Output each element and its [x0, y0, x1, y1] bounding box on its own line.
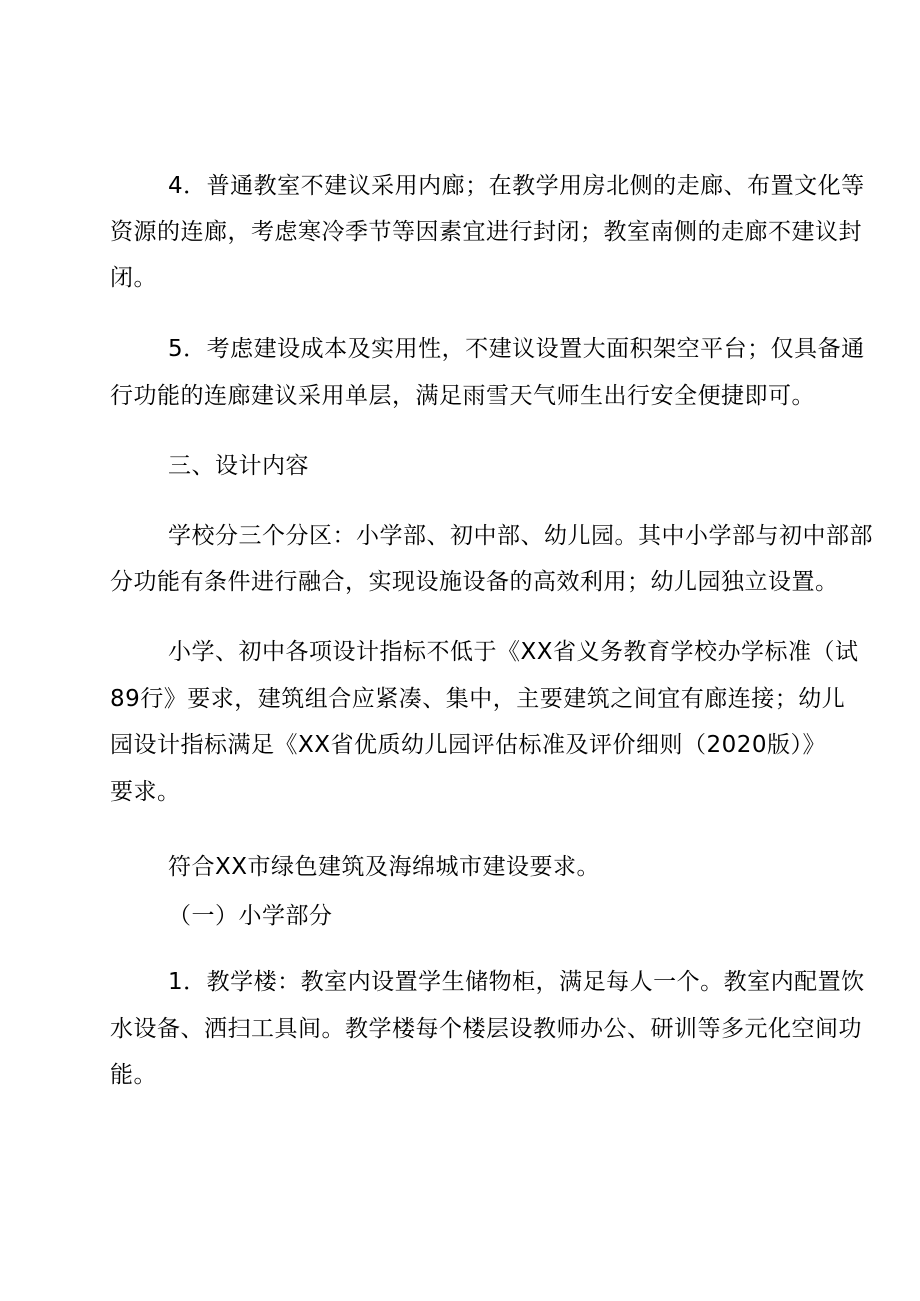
standards-line-4: 要求。: [110, 779, 181, 805]
green-building-line: 符合XX市绿色建筑及海绵城市建设要求。: [168, 854, 601, 880]
zones-line-2: 分功能有条件进行融合，实现设施设备的高效利用；幼儿园独立设置。: [110, 569, 839, 595]
standards-line-1: 小学、初中各项设计指标不低于《XX省义务教育学校办学标准（试: [168, 639, 859, 665]
standards-line-3: 园设计指标满足《XX省优质幼儿园评估标准及评价细则（2020版）》: [110, 732, 827, 758]
item-4-line-1: 4．普通教室不建议采用内廊；在教学用房北侧的走廊、布置文化等: [168, 173, 865, 199]
zones-line-1: 学校分三个分区：小学部、初中部、幼儿园。其中小学部与初中部部: [168, 523, 873, 549]
subsection-heading: （一）小学部分: [168, 903, 333, 929]
item-1-line-3: 能。: [110, 1062, 157, 1088]
item-4-line-2: 资源的连廊，考虑寒冷季节等因素宜进行封闭；教室南侧的走廊不建议封: [110, 219, 862, 245]
item-1-line-2: 水设备、洒扫工具间。教学楼每个楼层设教师办公、研训等多元化空间功: [110, 1016, 862, 1042]
section-heading: 三、设计内容: [168, 453, 309, 479]
item-5-line-1: 5．考虑建设成本及实用性，不建议设置大面积架空平台；仅具备通: [168, 336, 865, 362]
standards-line-2: 89行》要求，建筑组合应紧凑、集中，主要建筑之间宜有廊连接；幼儿: [110, 686, 846, 712]
item-5-line-2: 行功能的连廊建议采用单层，满足雨雪天气师生出行安全便捷即可。: [110, 383, 815, 409]
item-4-line-3: 闭。: [110, 265, 157, 291]
item-1-line-1: 1．教学楼：教室内设置学生储物柜，满足每人一个。教室内配置饮: [168, 969, 865, 995]
